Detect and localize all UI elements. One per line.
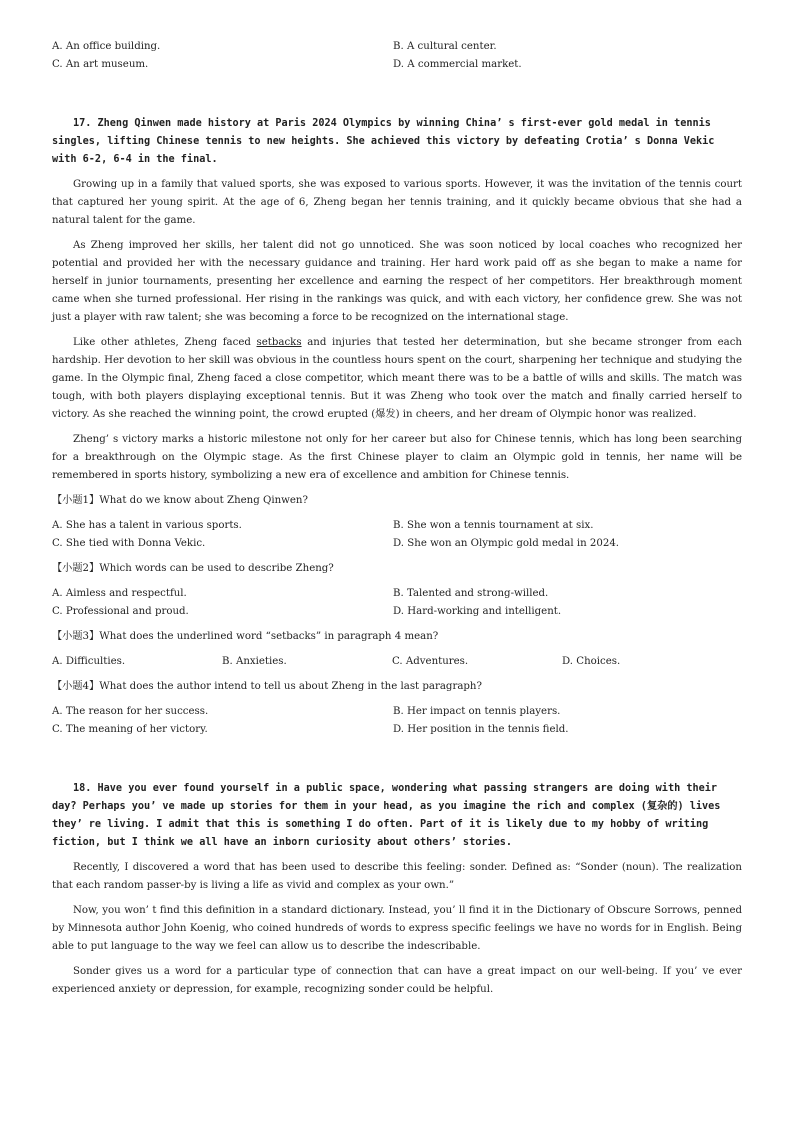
paragraph-3-rest: and injuries that tested her determination, but she became stronger from each hardship. Her devotion to her skill was obvious in the countless hours spent on the court, sharpening her technique and studying the game. In the Olympic final, Zheng faced a close competitor, which meant there was to be a battle of wills and skills. The match was tough, with both players displaying exceptional tennis. But it was Zheng who took over the match and finally carried herself to victory. As she reached the winning point, the crowd erupted (爆发) in cheers, and her dream of Olympic honor was realized. bbox=[52, 337, 742, 420]
option-b: B. Talented and strong-willed. bbox=[393, 588, 549, 599]
passage-paragraph-4: Zheng’ s victory marks a historic milestone not only for her career but also for Chinese tennis, which has long been searching for a breakthrough on the Olympic stage. As the first Chinese player to claim an Olympic gold in tennis, her name will be remembered in sports history, symbolizing a new era of excellence and ambition for Chinese tennis. bbox=[52, 434, 742, 481]
sub-question-1-options bbox=[52, 517, 742, 553]
question-17 bbox=[52, 115, 742, 739]
passage-paragraph-3: Sonder gives us a word for a particular type of connection that can have a great impact on our well-being. If you’ ve ever experienced anxiety or depression, for example, recognizing sonder could be helpful. bbox=[52, 966, 742, 995]
sub-question-3-options bbox=[52, 653, 742, 671]
passage-paragraph-1: Recently, I discovered a word that has been used to describe this feeling: sonder. Defined as: “Sonder (noun). The realization that each random passer-by is living a life as vivid and complex as your own.” bbox=[52, 862, 742, 891]
sub-question-stem: 【小题4】What does the author intend to tell us about Zheng in the last paragraph? bbox=[52, 681, 482, 692]
option-a: A. The reason for her success. bbox=[52, 706, 209, 717]
question-18 bbox=[52, 780, 742, 999]
sub-question-4-options bbox=[52, 703, 742, 739]
question-17-heading: 17. Zheng Qinwen made history at Paris 2024 Olympics by winning China’ s first-ever gold medal in tennis singles, lifting Chinese tennis to new heights. She achieved this victory by defeating Crotia’ s Donna Vekic with 6-2, 6-4 in the final. bbox=[52, 118, 715, 165]
paragraph-3-start: Like other athletes, Zheng faced bbox=[73, 337, 257, 348]
option-b: B. Her impact on tennis players. bbox=[393, 706, 561, 717]
option-c: C. The meaning of her victory. bbox=[52, 724, 208, 735]
option-d: D. Her position in the tennis field. bbox=[393, 724, 569, 735]
spacer bbox=[52, 81, 742, 115]
underlined-word: setbacks bbox=[256, 337, 302, 348]
option-d: D. She won an Olympic gold medal in 2024. bbox=[393, 538, 620, 549]
option-b: B. Anxieties. bbox=[222, 656, 287, 667]
passage-paragraph-2: Now, you won’ t find this definition in a standard dictionary. Instead, you’ ll find it in the Dictionary of Obscure Sorrows, penned by Minnesota author John Koenig, who coined hundreds of words to express specific feelings we have no words for in English. Being able to put language to the way we feel can allow us to describe the indescribable. bbox=[52, 905, 742, 952]
spacer bbox=[52, 746, 742, 780]
option-b: B. A cultural center. bbox=[393, 41, 497, 52]
question-18-heading: 18. Have you ever found yourself in a public space, wondering what passing strangers are doing with their day? Perhaps you’ ve made up stories for them in your head, as you imagine the rich and complex (复杂的) lives they’ re living. I admit that this is something I do often. Part of it is likely due to my hobby of writing fiction, but I think we all have an inborn curiosity about others’ stories. bbox=[52, 783, 721, 848]
option-c: C. Professional and proud. bbox=[52, 606, 189, 617]
previous-question-options bbox=[52, 38, 742, 74]
option-d: D. A commercial market. bbox=[393, 59, 522, 70]
sub-question-stem: 【小题3】What does the underlined word “setbacks” in paragraph 4 mean? bbox=[52, 631, 439, 642]
sub-question-stem: 【小题1】What do we know about Zheng Qinwen? bbox=[52, 495, 308, 506]
passage-paragraph-2: As Zheng improved her skills, her talent did not go unnoticed. She was soon noticed by local coaches who recognized her potential and provided her with the necessary guidance and training. Her hard work paid off as she began to make a name for herself in junior tournaments, presenting her excellence and earning the respect of her competitors. Her breakthrough moment came when she turned professional. Her rising in the rankings was quick, and with each victory, her confidence grew. She was not just a player with raw talent; she was becoming a force to be recognized on the international stage. bbox=[52, 240, 742, 323]
option-c: C. An art museum. bbox=[52, 59, 149, 70]
option-d: D. Hard-working and intelligent. bbox=[393, 606, 562, 617]
option-c: C. She tied with Donna Vekic. bbox=[52, 538, 206, 549]
option-a: A. Difficulties. bbox=[52, 656, 126, 667]
passage-paragraph-3 bbox=[52, 334, 742, 424]
passage-paragraph-1: Growing up in a family that valued sports, she was exposed to various sports. However, it was the invitation of the tennis court that captured her young spirit. At the age of 6, Zheng began her tennis training, and it quickly became obvious that she had a natural talent for the game. bbox=[52, 179, 742, 226]
sub-question-2-options bbox=[52, 585, 742, 621]
option-a: A. Aimless and respectful. bbox=[52, 588, 187, 599]
option-b: B. She won a tennis tournament at six. bbox=[393, 520, 594, 531]
option-a: A. An office building. bbox=[52, 41, 161, 52]
option-d: D. Choices. bbox=[562, 656, 621, 667]
option-c: C. Adventures. bbox=[392, 656, 469, 667]
sub-question-stem: 【小题2】Which words can be used to describe Zheng? bbox=[52, 563, 334, 574]
option-a: A. She has a talent in various sports. bbox=[52, 520, 242, 531]
